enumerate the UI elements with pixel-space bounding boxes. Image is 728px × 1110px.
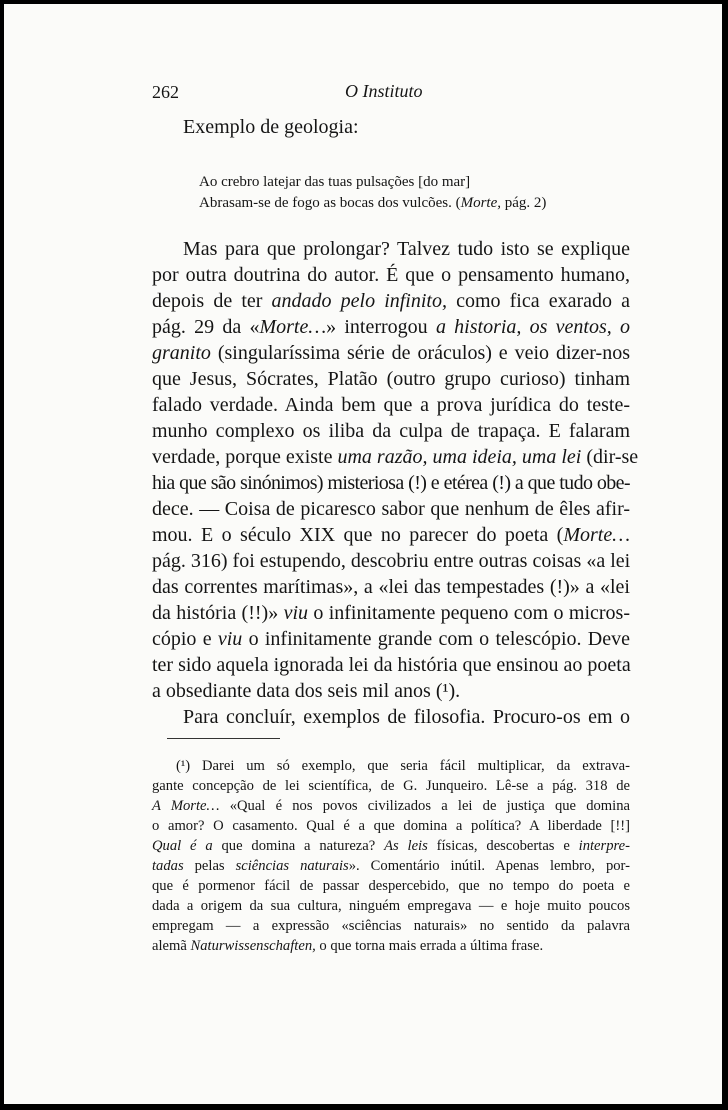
- body-line: pág. 316) foi estupendo, descobriu entre outras coisas «a lei: [152, 550, 631, 572]
- body-line: por outra doutrina do autor. É que o pensamento humano,: [152, 264, 630, 286]
- book-page: [4, 4, 722, 1104]
- quote-line: Abrasam-se de fogo as bocas dos vulcões. (Morte, pág. 2): [199, 195, 547, 211]
- body-line: hia que são sinónimos) misteriosa (!) e etérea (!) a que tudo obe-: [152, 472, 630, 494]
- body-line: dece. — Coisa de picaresco sabor que nenhum de êles afir-: [152, 498, 630, 520]
- footnote-line: empregam — a expressão «sciências naturais» no sentido da palavra: [152, 918, 630, 934]
- body-line: munho complexo os iliba da culpa de trapaça. E falaram: [152, 420, 630, 442]
- body-line: falado verdade. Ainda bem que a prova jurídica do teste-: [152, 394, 630, 416]
- body-line: das correntes marítimas», a «lei das tempestades (!)» a «lei: [152, 576, 630, 598]
- footnote-line: tadas pelas sciências naturais». Comentário inútil. Apenas lembro, por-: [152, 858, 630, 874]
- body-line: que Jesus, Sócrates, Platão (outro grupo curioso) tinham: [152, 368, 630, 390]
- body-line: granito (singularíssima série de oráculos) e veio dizer-nos: [152, 342, 630, 364]
- body-line: mou. E o século XIX que no parecer do poeta (Morte…: [152, 524, 630, 546]
- body-line: depois de ter andado pelo infinito, como fica exarado a: [152, 290, 631, 312]
- body-line: da história (!!)» viu o infinitamente pequeno com o micros-: [152, 602, 630, 624]
- body-line: cópio e viu o infinitamente grande com o telescópio. Deve: [152, 628, 631, 650]
- body-line: Mas para que prolongar? Talvez tudo isto se explique: [183, 238, 630, 260]
- footnote-line: (¹) Darei um só exemplo, que seria fácil multiplicar, da extrava-: [176, 758, 630, 774]
- footnote-line: Qual é a que domina a natureza? As leis físicas, descobertas e interpre-: [152, 838, 630, 854]
- body-line: ter sido aquela ignorada lei da história que ensinou ao poeta: [152, 654, 631, 676]
- footnote-line: dada a origem da sua cultura, ninguém empregava — e hoje muito poucos: [152, 898, 630, 914]
- footnote-line: o amor? O casamento. Qual é a que domina a política? A liberdade [!!]: [152, 818, 630, 834]
- footnote-line: gante concepção de lei scientífica, de G. Junqueiro. Lê-se a pág. 318 de: [152, 778, 630, 794]
- example-heading: Exemplo de geologia:: [183, 116, 359, 138]
- body-line: Para concluír, exemplos de filosofia. Procuro-os em o: [183, 706, 630, 728]
- body-line: verdade, porque existe uma razão, uma ideia, uma lei (dir-se: [152, 446, 639, 468]
- footnote-line: que é pormenor fácil de passar despercebido, que no tempo do poeta e: [152, 878, 630, 894]
- quote-line: Ao crebro latejar das tuas pulsações [do mar]: [199, 174, 471, 190]
- page-header: [4, 72, 722, 102]
- running-title: O Instituto: [345, 81, 423, 101]
- footnote-line: A Morte… «Qual é nos povos civilizados a lei de justiça que domina: [152, 798, 630, 814]
- body-line: pág. 29 da «Morte…» interrogou a historia, os ventos, o: [152, 316, 630, 338]
- body-line: a obsediante data dos seis mil anos (¹).: [152, 680, 461, 702]
- verse-quote: [199, 172, 546, 214]
- footnote-line: alemã Naturwissenschaften, o que torna mais errada a última frase.: [152, 938, 544, 954]
- footnote-rule: [167, 738, 280, 739]
- page-number: 262: [152, 82, 179, 102]
